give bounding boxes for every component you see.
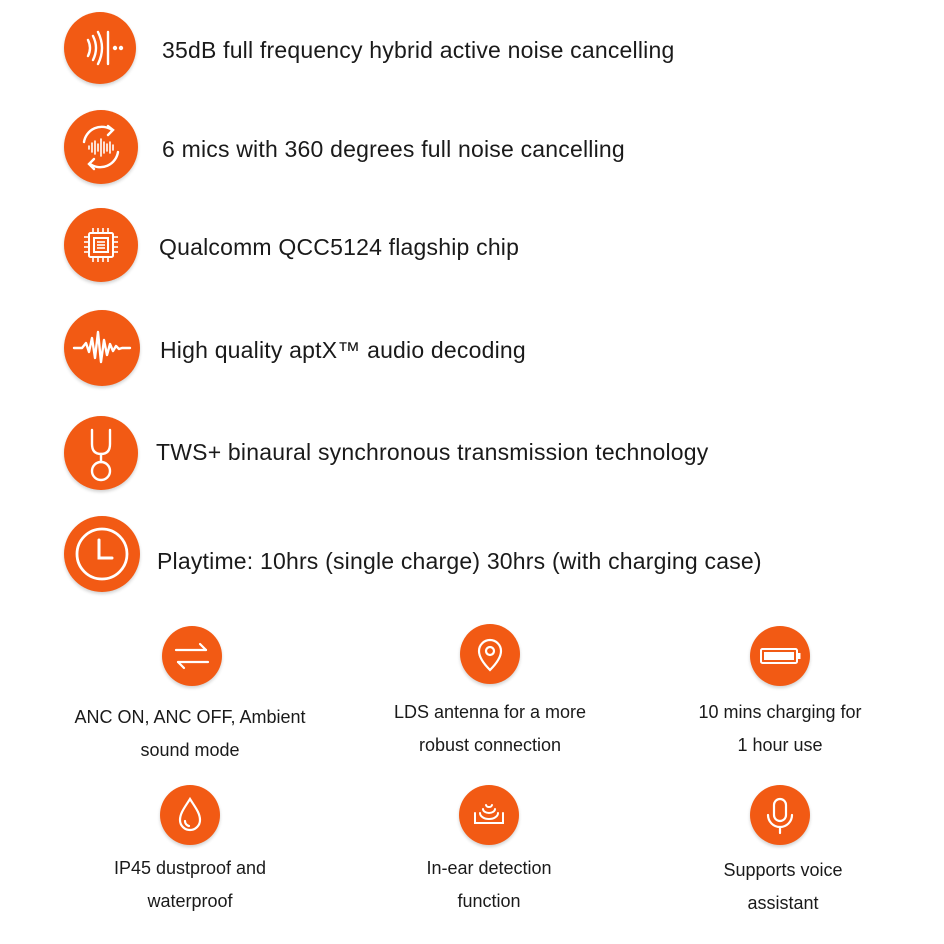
ear-sensor-icon (459, 785, 519, 845)
surround-mic-icon (64, 110, 138, 184)
audio-waveform-icon (64, 310, 140, 386)
feature-row-anc (0, 10, 944, 90)
binaural-link-icon (64, 416, 138, 490)
microphone-icon (750, 785, 810, 845)
battery-icon (750, 626, 810, 686)
feature-text: Playtime: 10hrs (single charge) 30hrs (with charging case) (157, 548, 762, 574)
chip-icon (64, 208, 138, 282)
feature-row-chip (0, 206, 944, 286)
grid-item-label: In-ear detection function (426, 858, 552, 911)
grid-item-label: LDS antenna for a more robust connection (393, 702, 587, 755)
feature-row-mics (0, 108, 944, 188)
feature-text: High quality aptX™ audio decoding (160, 337, 526, 363)
sound-waves-icon (64, 12, 136, 84)
grid-item-label: 10 mins charging for 1 hour use (698, 702, 862, 755)
location-pin-icon (460, 624, 520, 684)
grid-item-label: ANC ON, ANC OFF, Ambient sound mode (74, 707, 306, 760)
grid-item-label: Supports voice assistant (723, 860, 843, 913)
water-drop-icon (160, 785, 220, 845)
feature-text: 6 mics with 360 degrees full noise cancelling (162, 136, 625, 162)
clock-icon (64, 516, 140, 592)
feature-row-playtime (0, 516, 944, 596)
feature-text: 35dB full frequency hybrid active noise cancelling (162, 37, 675, 63)
feature-text: TWS+ binaural synchronous transmission technology (156, 439, 709, 465)
grid-item-label: IP45 dustproof and waterproof (113, 858, 267, 911)
swap-arrows-icon (162, 626, 222, 686)
feature-row-tws (0, 412, 944, 492)
feature-text: Qualcomm QCC5124 flagship chip (159, 234, 520, 260)
feature-row-aptx (0, 308, 944, 388)
